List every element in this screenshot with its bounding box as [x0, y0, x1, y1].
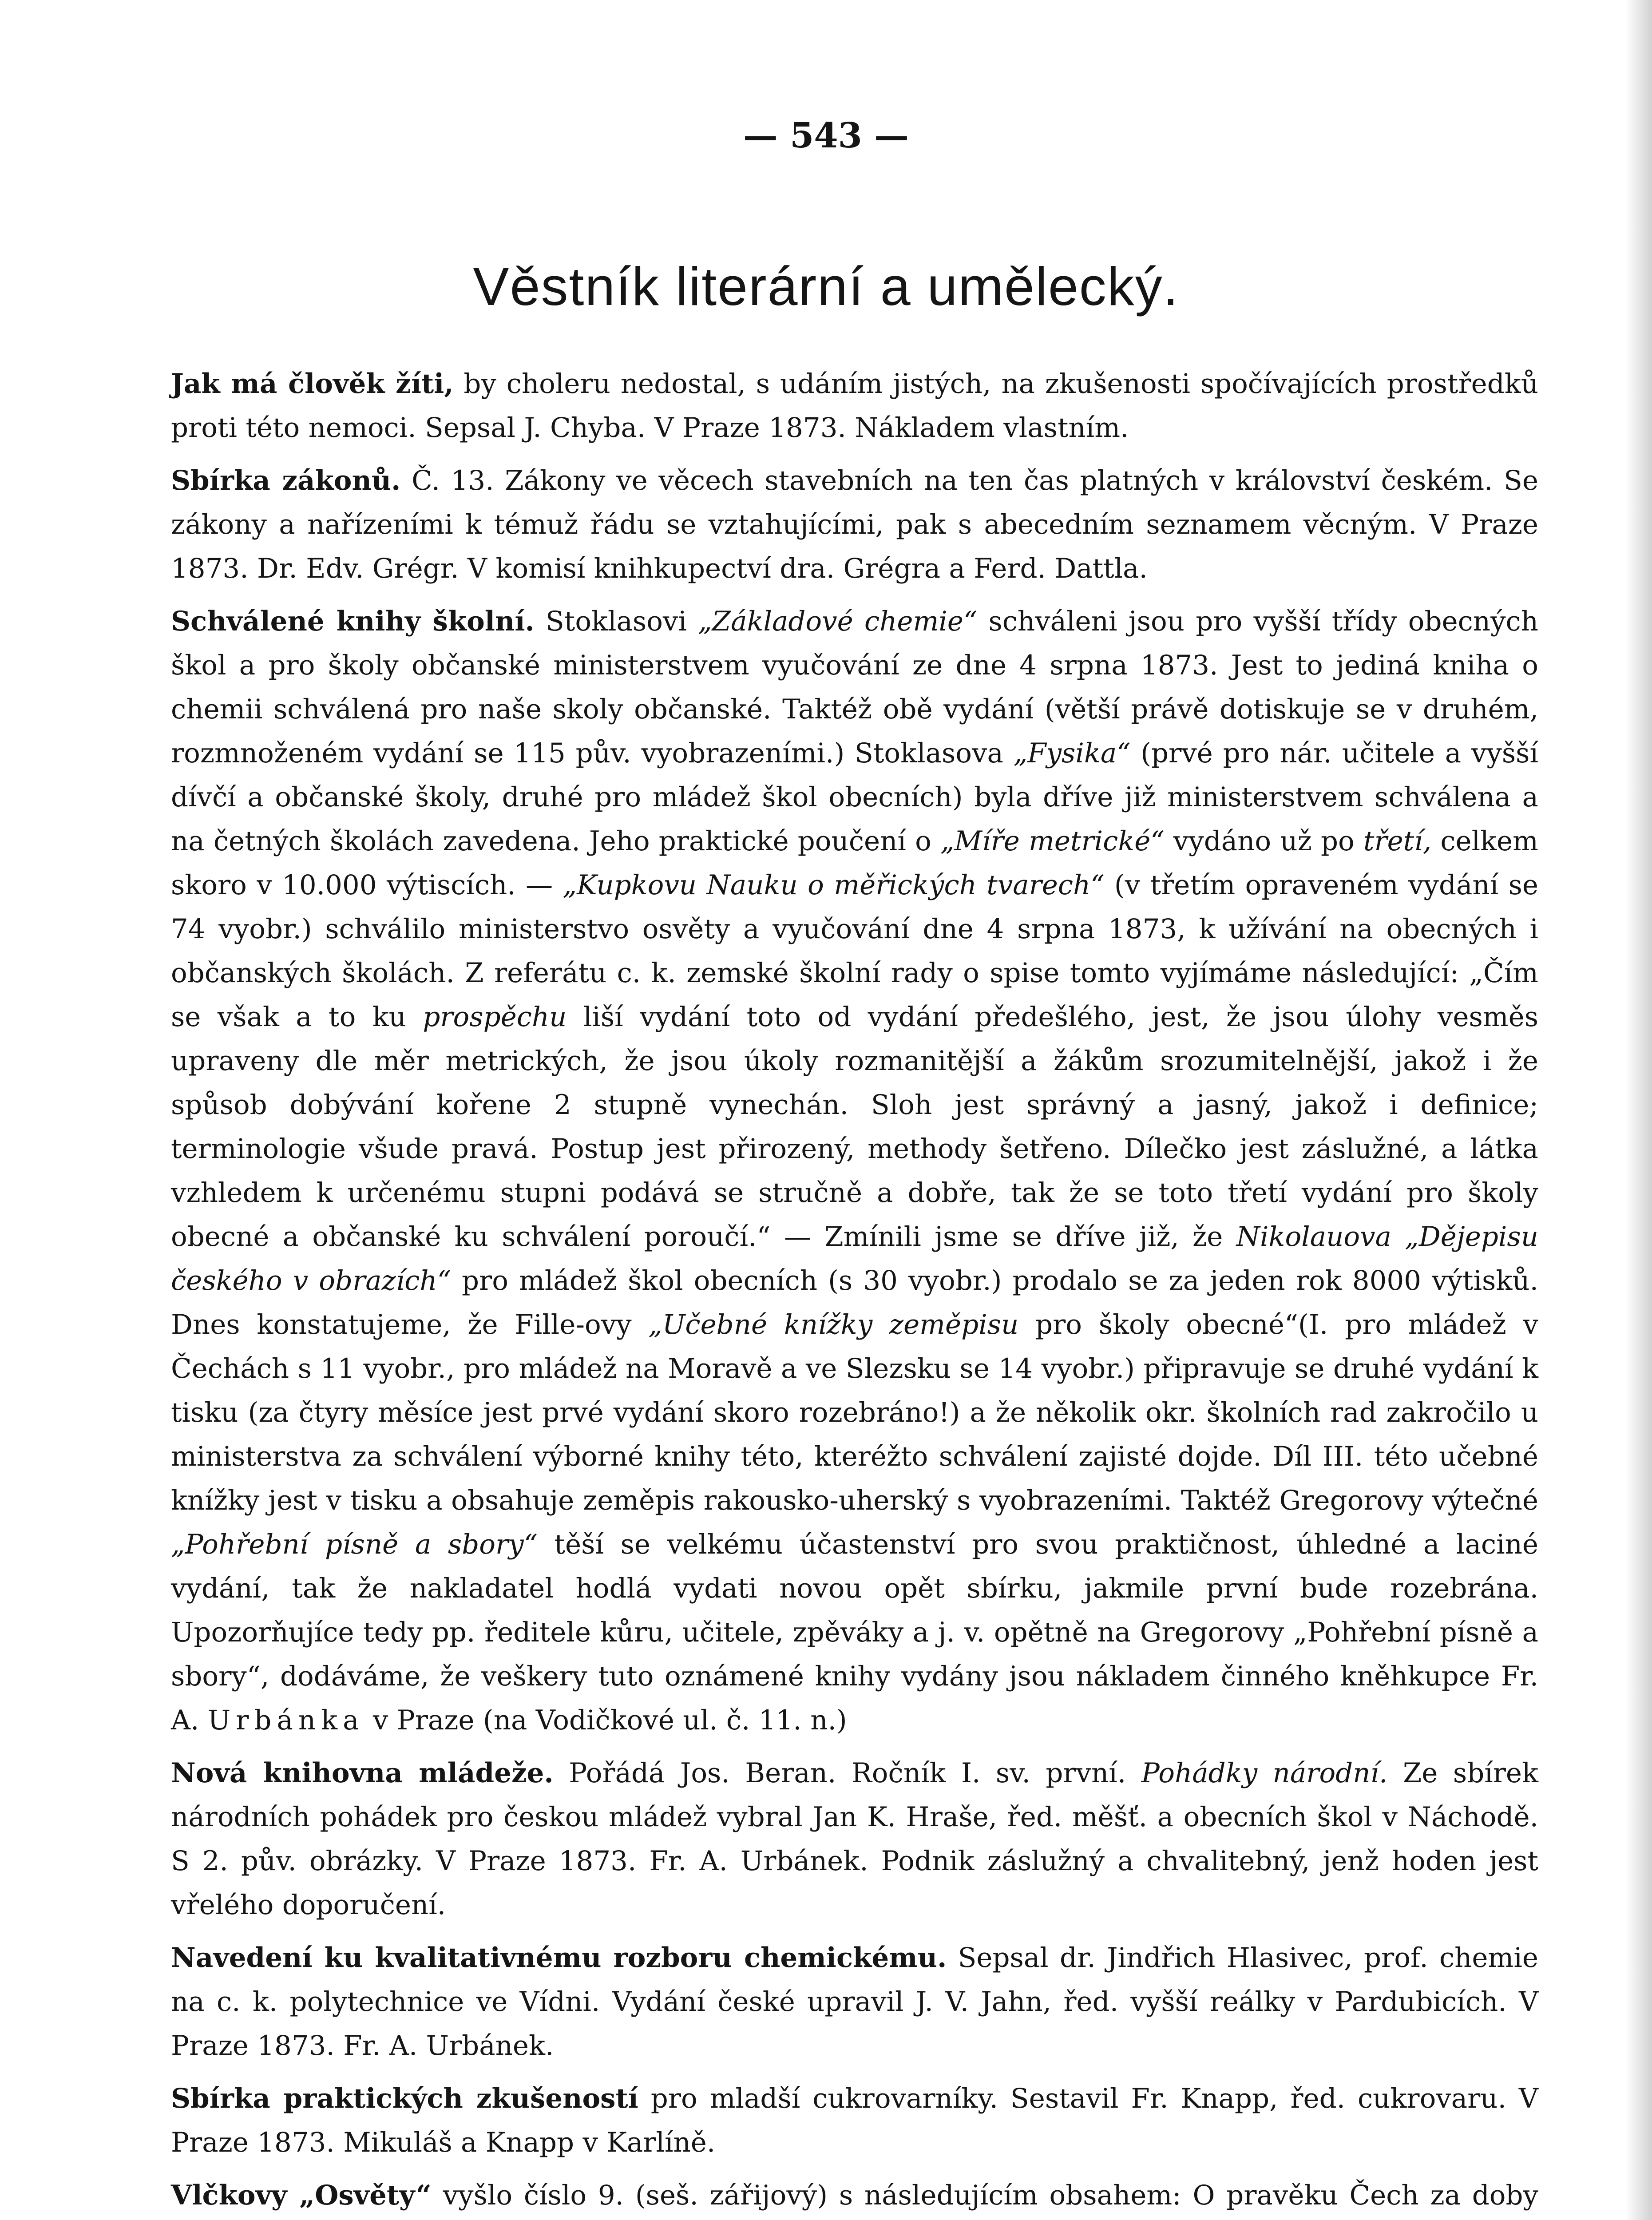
entry-sbirka-zakonu [171, 459, 1538, 591]
entry-text: schváleni jsou pro vyšší třídy obecných škol a pro školy občanské ministerstvem vyučování ze dne 4 srpna 1873. Jest to jediná kniha o chemii schválená pro naše skoly občanské. Taktéž obě vydání (větší právě dotiskuje se v druhém, rozmnoženém vydání se 115 pův. vyobrazeními.) Stoklasova [171, 606, 1538, 769]
entry-text: (v třetím opraveném vydání se 74 vyobr.) schválilo ministerstvo osvěty a vyučování dne 4 srpna 1873, k užívání na obecných i občanských školách. Z referátu c. k. zemské školní rady o spise tomto vyjímáme následující: „Čím se však a to ku [171, 869, 1538, 1033]
entry-navedeni-rozbor [171, 1936, 1538, 2068]
entry-italic: Nikolauova „Dějepisu českého v obrazích“ [171, 1221, 1538, 1296]
entry-lead: Sbírka zákonů. [171, 465, 401, 496]
section-heading: Věstník literární a umělecký. [473, 256, 1179, 317]
entry-text: liší vydání toto od vydání předešlého, jest, že jsou úlohy vesměs upraveny dle měr metrických, že jsou úkoly rozmanitější a žákům srozumitelnější, jakož i že spůsob dobývání kořene 2 stupně vynechán. Sloh jest správný a jasný, jakož i definice; terminologie všude pravá. Postup jest přirozený, methody šetřeno. Dílečko jest záslužné, a látka vzhledem k určenému stupni podává se stručně a dobře, tak že se toto třetí vydání pro školy obecné a občanské ku schválení poroučí.“ — Zmínili jsme se dříve již, že [171, 1001, 1539, 1253]
entry-text: Pořádá Jos. Beran. Ročník I. sv. první. [553, 1757, 1141, 1789]
entry-cholera [171, 362, 1538, 450]
entry-text: pro školy obecné“(I. pro mládež v Čechách s 11 vyobr., pro mládež na Moravě a ve Slezsku se 14 vyobr.) připravuje se druhé vydání k tisku (za čtyry měsíce jest prvé vydání skoro rozebráno!) a že několik okr. školních rad zakročilo u ministerstva za schválení výborné knihy této, kteréžto schválení zajisté dojde. Díl III. této učebné knížky jest v tisku a obsahuje zeměpis rakousko-uherský s vyobrazeními. Taktéž Gregorovy výtečné [171, 1309, 1538, 1516]
entry-italic: třetí, [1363, 825, 1432, 857]
entry-text: (prvé pro nár. učitele a vyšší dívčí a občanské školy, druhé pro mládež škol obecních) byla dříve již ministerstvem schválena a na četných školách zavedena. Jeho praktické poučení o [171, 737, 1538, 857]
page-edge-shadow [1625, 0, 1652, 2220]
entry-schvalene-knihy [171, 599, 1538, 1742]
entry-text: celkem skoro v 10.000 výtiscích. — [171, 825, 1539, 901]
entry-italic: „Kupkovu Nauku o měřických tvarech“ [563, 869, 1105, 901]
entry-text: Stoklasovi [534, 606, 698, 637]
entries-list [171, 362, 1538, 2220]
entry-text: vydáno už po [1164, 825, 1363, 857]
entry-nova-knihovna [171, 1751, 1538, 1927]
entry-text: těší se velkému účastenství pro svou praktičnost, úhledné a laciné vydání, tak že nakladatel hodlá vydati novou opět sbírku, jakmile první bude rozebrána. Upozorňujíce tedy pp. ředitele kůru, učitele, zpěváky a j. v. opětně na Gregorovy „Pohřební písně a sbory“, dodáváme, že veškery tuto oznámené knihy vydány jsou nákladem činného kněhkupce Fr. A. [171, 1529, 1538, 1736]
entry-italic: „Učebné knížky zeměpisu [648, 1309, 1019, 1340]
entry-lead: Sbírka praktických zkušeností [171, 2083, 638, 2114]
entry-text: v Praze (na Vodičkové ul. č. 11. n.) [364, 1705, 847, 1736]
entry-italic: „Míře metrické“ [940, 825, 1165, 857]
entry-text: Ze sbírek národních pohádek pro českou mládež vybral Jan K. Hraše, řed. měšť. a obecních škol v Náchodě. S 2. pův. obrázky. V Praze 1873. Fr. A. Urbánek. Podnik záslužný a chvalitebný, jenž hoden jest vřelého doporučení. [171, 1757, 1538, 1921]
entry-sbirka-zkusenosti [171, 2077, 1538, 2164]
entry-text: pro mládež škol obecních (s 30 vyobr.) prodalo se za jeden rok 8000 výtisků. Dnes konstatujeme, že Fille-ovy [171, 1265, 1538, 1340]
entry-lead: Jak má člověk žíti, [171, 368, 454, 400]
entry-italic: Pohádky národní. [1141, 1757, 1388, 1789]
entry-text: Č. 13. Zákony ve věcech stavebních na ten čas platných v království českém. Se zákony a nařízeními k témuž řádu se vztahujícími, pak s abecedním seznamem věcným. V Praze 1873. Dr. Edv. Grégr. V komisí knihkupectví dra. Grégra a Ferd. Dattla. [171, 465, 1538, 584]
page-number: — 543 — [743, 115, 909, 156]
entry-text: pro mladší cukrovarníky. Sestavil Fr. Knapp, řed. cukrovaru. V Praze 1873. Mikuláš a Knapp v Karlíně. [171, 2083, 1538, 2158]
entry-italic: „Pohřební písně a sbory“ [171, 1529, 538, 1560]
entry-lead: Schválené knihy školní. [171, 606, 535, 637]
entry-spaced-name: Urbánka [207, 1705, 364, 1736]
entry-lead: Nová knihovna mládeže. [171, 1757, 554, 1789]
entry-italic: „Fysika“ [1013, 737, 1131, 769]
entry-text: by choleru nedostal, s udáním jistých, na zkušenosti spočívajících prostředků proti této nemoci. Sepsal J. Chyba. V Praze 1873. Nákladem vlastním. [171, 368, 1538, 444]
entry-osveta [171, 2173, 1538, 2220]
entry-lead: Vlčkovy „Osvěty“ [171, 2180, 432, 2211]
entry-italic: „Základové chemie“ [698, 606, 978, 637]
entry-text: Sepsal dr. Jindřich Hlasivec, prof. chemie na c. k. polytechnice ve Vídni. Vydání české upravil J. V. Jahn, řed. vyšší reálky v Pardubicích. V Praze 1873. Fr. A. Urbánek. [171, 1942, 1538, 2061]
entry-lead: Navedení ku kvalitativnému rozboru chemickému. [171, 1942, 947, 1974]
entry-text: vyšlo číslo 9. (seš. zářijový) s následujícím obsahem: O pravěku Čech za doby [443, 2180, 1539, 2211]
entry-italic: prospěchu [423, 1001, 567, 1033]
